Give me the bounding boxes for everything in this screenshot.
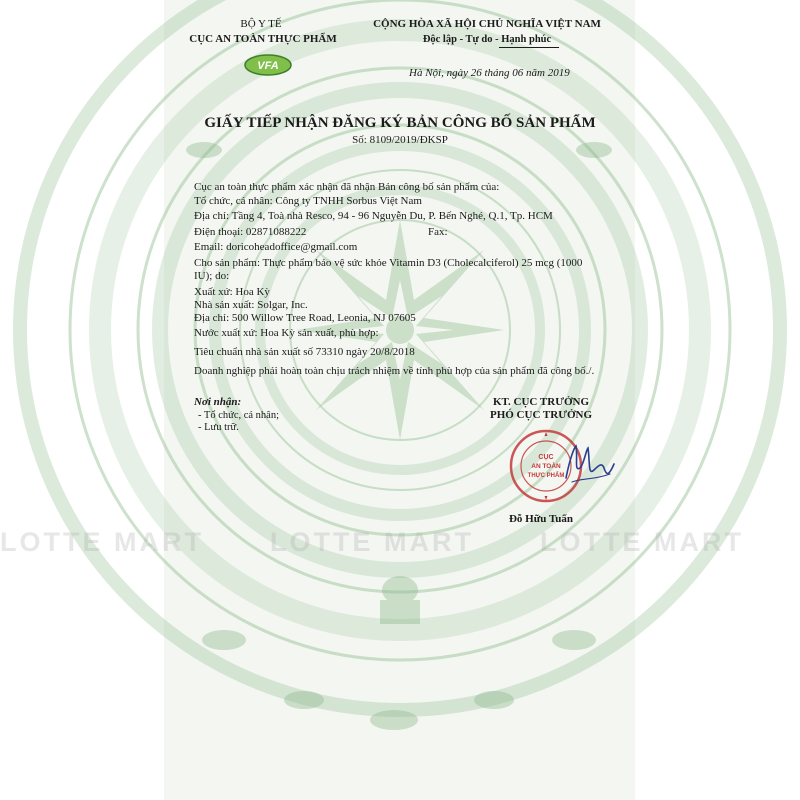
export-country: Nước xuất xứ: Hoa Kỳ sản xuất, phù hợp: [194, 327, 379, 339]
svg-text:THỰC PHẨM: THỰC PHẨM [527, 473, 565, 479]
document-number: Số: 8109/2019/ĐKSP [352, 134, 448, 146]
responsibility-note: Doanh nghiệp phải hoàn toàn chịu trách nhiệm về tính phù hợp của sản phẩm đã công bố./. [194, 365, 595, 377]
origin: Xuất xứ: Hoa Kỳ [194, 286, 270, 298]
agency-name: CỤC AN TOÀN THỰC PHẨM [189, 33, 337, 45]
manufacturer: Nhà sản xuất: Solgar, Inc. [194, 299, 308, 311]
ministry-name: BỘ Y TẾ [240, 18, 282, 30]
organization: Tổ chức, cá nhân: Công ty TNHH Sorbus Việt Nam [194, 195, 422, 207]
motto-underline [499, 47, 559, 48]
email: Email: doricoheadoffice@gmail.com [194, 241, 358, 253]
org-address: Địa chỉ: Tầng 4, Toà nhà Resco, 94 - 96 Nguyễn Du, P. Bến Nghé, Q.1, Tp. HCM [194, 210, 553, 222]
document-title: GIẤY TIẾP NHẬN ĐĂNG KÝ BẢN CÔNG BỐ SẢN PHẨM [204, 115, 596, 131]
svg-text:AN TOÀN: AN TOÀN [531, 463, 561, 470]
vfa-logo-icon [243, 53, 293, 77]
signature-icon [560, 438, 620, 490]
signatory-title-1: KT. CỤC TRƯỞNG [492, 396, 590, 408]
recipient-item: - Lưu trữ. [198, 422, 239, 433]
svg-text:VFA: VFA [257, 60, 279, 72]
svg-text:CỤC: CỤC [538, 454, 554, 461]
signatory-title-2: PHÓ CỤC TRƯỞNG [489, 409, 593, 421]
manufacturer-address: Địa chỉ: 500 Willow Tree Road, Leonia, NJ 07605 [194, 312, 416, 324]
fax: Fax: [428, 226, 448, 238]
intro-text: Cục an toàn thực phẩm xác nhận đã nhận Bản công bố sản phẩm của: [194, 181, 500, 193]
motto: Độc lập - Tự do - Hạnh phúc [422, 34, 552, 45]
signatory-name: Đỗ Hữu Tuấn [508, 513, 574, 525]
watermark: LOTTE MART LOTTE MART LOTTE MART [0, 527, 744, 557]
recipient-item: - Tổ chức, cá nhân; [198, 410, 280, 421]
product-line-2: IU); do: [194, 270, 230, 282]
phone: Điện thoại: 02871088222 [194, 226, 307, 238]
product-line-1: Cho sản phẩm: Thực phẩm bảo vệ sức khỏe Vitamin D3 (Cholecalciferol) 25 mcg (1000 [194, 257, 583, 269]
republic-title: CỘNG HÒA XÃ HỘI CHỦ NGHĨA VIỆT NAM [373, 18, 601, 30]
date-place: Hà Nội, ngày 26 tháng 06 năm 2019 [409, 67, 570, 79]
standard: Tiêu chuẩn nhà sản xuất số 73310 ngày 20/8/2018 [194, 346, 415, 358]
recipients-heading: Nơi nhận: [194, 396, 242, 408]
